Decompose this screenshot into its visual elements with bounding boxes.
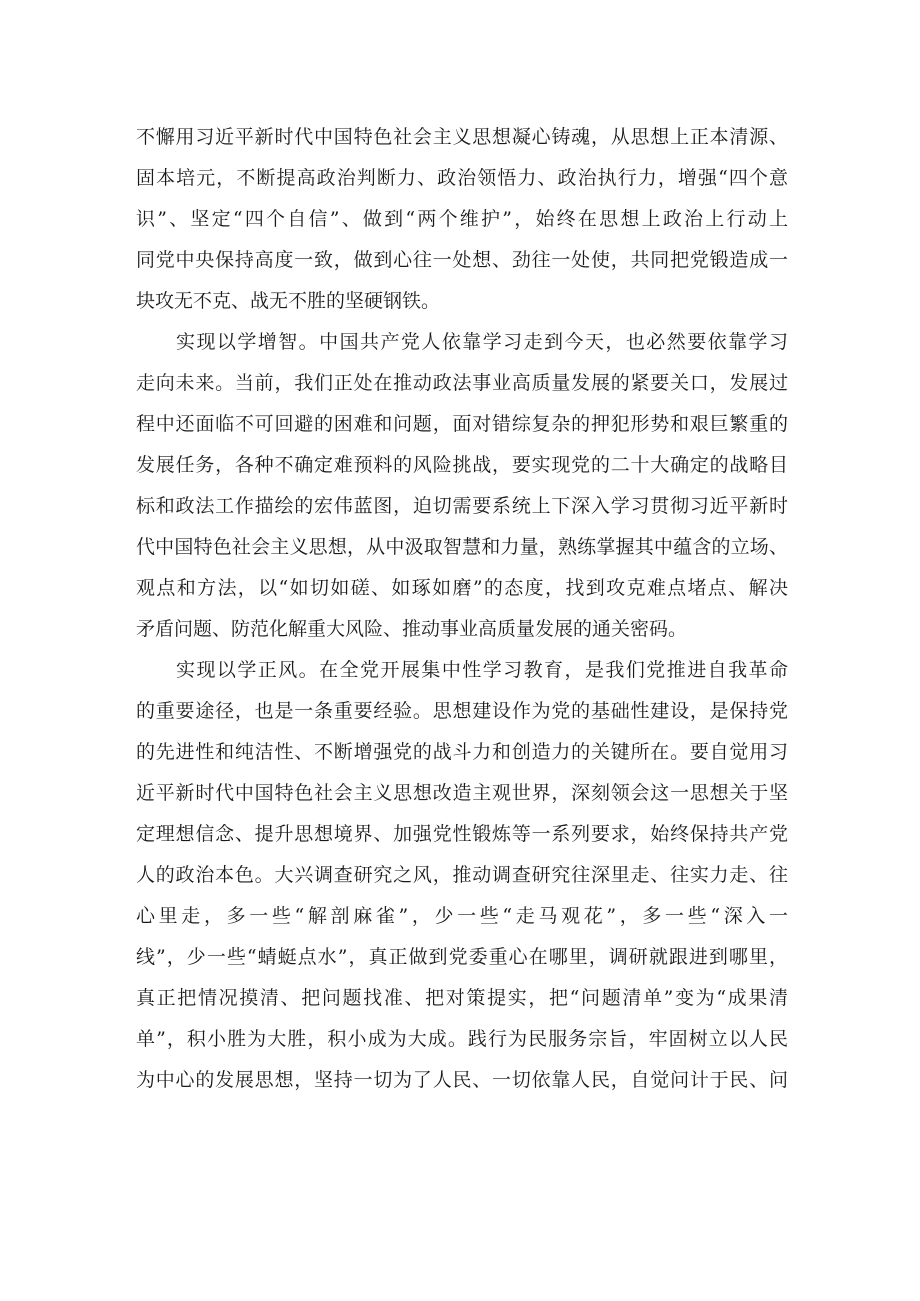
- text-line: 标和政法工作描绘的宏伟蓝图，迫切需要系统上下深入学习贯彻习近平新时: [136, 495, 788, 517]
- text-line: 发展任务，各种不确定难预料的风险挑战，要实现党的二十大确定的战略目: [136, 454, 788, 476]
- text-line: 不懈用习近平新时代中国特色社会主义思想凝心铸魂，从思想上正本清源、: [136, 126, 788, 148]
- text-line: 代中国特色社会主义思想，从中汲取智慧和力量，熟练掌握其中蕴含的立场、: [136, 536, 788, 558]
- text-line: 同党中央保持高度一致，做到心往一处想、劲往一处使，共同把党锻造成一: [136, 249, 788, 271]
- text-line: 线”，少一些“蜻蜓点水”，真正做到党委重心在哪里，调研就跟进到哪里，: [136, 946, 788, 968]
- text-line: 的先进性和纯洁性、不断增强党的战斗力和创造力的关键所在。要自觉用习: [136, 741, 788, 763]
- text-line: 块攻无不克、战无不胜的坚硬钢铁。: [136, 290, 441, 312]
- text-line: 为中心的发展思想，坚持一切为了人民、一切依靠人民，自觉问计于民、问: [136, 1069, 788, 1091]
- text-line: 真正把情况摸清、把问题找准、把对策提实，把“问题清单”变为“成果清: [136, 987, 788, 1009]
- text-line: 人的政治本色。大兴调查研究之风，推动调查研究往深里走、往实力走、往: [136, 864, 788, 886]
- text-line: 的重要途径，也是一条重要经验。思想建设作为党的基础性建设，是保持党: [136, 700, 788, 722]
- text-line: 识”、坚定“四个自信”、做到“两个维护”，始终在思想上政治上行动上: [136, 208, 788, 230]
- text-line: 矛盾问题、防范化解重大风险、推动事业高质量发展的通关密码。: [136, 618, 688, 640]
- paragraph-heading-line: 实现以学正风。在全党开展集中性学习教育，是我们党推进自我革命: [176, 659, 788, 681]
- text-line: 观点和方法，以“如切如磋、如琢如磨”的态度，找到攻克难点堵点、解决: [136, 577, 788, 599]
- text-line: 定理想信念、提升思想境界、加强党性锻炼等一系列要求，始终保持共产党: [136, 823, 788, 845]
- text-line: 近平新时代中国特色社会主义思想改造主观世界，深刻领会这一思想关于坚: [136, 782, 788, 804]
- text-line: 心里走，多一些“解剖麻雀”，少一些“走马观花”，多一些“深入一: [136, 905, 788, 927]
- text-line: 程中还面临不可回避的困难和问题，面对错综复杂的押犯形势和艰巨繁重的: [136, 413, 788, 435]
- text-line: 单”，积小胜为大胜，积小成为大成。践行为民服务宗旨，牢固树立以人民: [136, 1028, 788, 1050]
- text-line: 走向未来。当前，我们正处在推动政法事业高质量发展的紧要关口，发展过: [136, 372, 788, 394]
- text-line: 固本培元，不断提高政治判断力、政治领悟力、政治执行力，增强“四个意: [136, 167, 788, 189]
- paragraph-heading-line: 实现以学增智。中国共产党人依靠学习走到今天，也必然要依靠学习: [176, 331, 788, 353]
